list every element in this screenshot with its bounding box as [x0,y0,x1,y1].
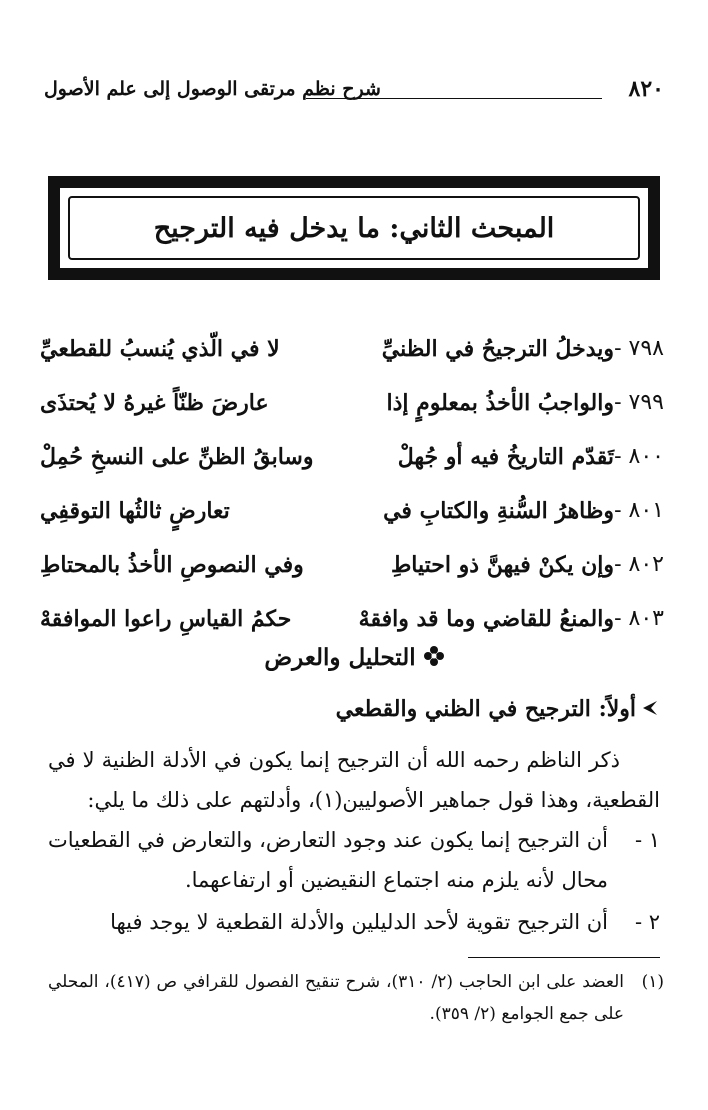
verse-number: ٨٠٠ - [614,444,664,469]
sub-heading-text: أولاً: الترجيح في الظني والقطعي [335,696,636,722]
analysis-heading [0,644,708,673]
verse-row [40,332,664,386]
list-number: ٢ - [634,910,660,934]
list-text: أن الترجيح إنما يكون عند وجود التعارض، والتعارض في القطعيات محال لأنه يلزم منه اجتماع النقيضين أو ارتفاعهما. [48,828,608,892]
verse-second-hemistich: لا في الّذي يُنسبُ للقطعيِّ [40,336,280,362]
verse-row [40,440,664,494]
verse-first-hemistich: وإن يكنْ فيهنَّ ذو احتياطِ [390,552,614,578]
section-title: المبحث الثاني: ما يدخل فيه الترجيح [153,212,555,244]
pointer-arrow-icon [642,700,658,721]
verse-first-hemistich: وظاهرُ السُّنةِ والكتابِ في [383,498,614,524]
footnote-number: (١) [641,972,664,992]
verse-number: ٨٠٢ - [614,552,664,577]
verse-first-hemistich: والمنعُ للقاضي وما قد وافقهْ [358,606,614,632]
list-item [48,902,660,942]
page-number: ٨٢٠ [628,76,664,102]
section-title-frame [48,176,660,280]
title-frame-border [68,196,640,260]
verse-second-hemistich: عارضَ ظنّاً غيرهُ لا يُحتذَى [40,390,269,416]
verse-first-hemistich: تَقدّم التاريخُ فيه أو جُهلْ [397,444,614,470]
analysis-heading-text: التحليل والعرض [264,644,416,671]
footnote [48,966,664,1030]
body-paragraph: ذكر الناظم رحمه الله أن الترجيح إنما يكون في الأدلة الظنية لا في القطعية، وهذا قول جماهير الأصوليين(١)، وأدلتهم على ذلك ما يلي: [48,748,660,812]
list-item [48,820,660,900]
verse-number: ٨٠٣ - [614,606,664,631]
verse-number: ٧٩٩ - [614,390,664,415]
book-title: شرح نظم مرتقى الوصول إلى علم الأصول [44,78,381,100]
verse-row [40,386,664,440]
title-frame-inner [60,188,648,268]
verse-second-hemistich: وسابقُ الظنِّ على النسخِ حُمِلْ [40,444,314,470]
verse-number: ٧٩٨ - [614,336,664,361]
verse-first-hemistich: ويدخلُ الترجيحُ في الظنيِّ [381,336,614,362]
verse-block [40,332,664,656]
sub-heading [336,696,658,722]
verse-number: ٨٠١ - [614,498,664,523]
flower-ornament-icon [424,645,444,673]
verse-row [40,548,664,602]
footnote-divider [468,957,660,958]
verse-second-hemistich: تعارضٍ ثالثُها التوقفِي [40,498,230,524]
verse-first-hemistich: والواجبُ الأخذُ بمعلومٍ إذا [386,390,614,416]
verse-second-hemistich: وفي النصوصِ الأخذُ بالمحتاطِ [40,552,304,578]
list-text: أن الترجيح تقوية لأحد الدليلين والأدلة القطعية لا يوجد فيها [110,910,608,934]
list-number: ١ - [634,828,660,852]
verse-row [40,494,664,548]
verse-second-hemistich: حكمُ القياسِ راعوا الموافقهْ [40,606,292,632]
running-header [44,76,664,112]
footnote-text: العضد على ابن الحاجب (٢/ ٣١٠)، شرح تنقيح الفصول للقرافي ص (٤١٧)، المحلي على جمع الجوامع (٢/ ٣٥٩). [48,972,624,1024]
